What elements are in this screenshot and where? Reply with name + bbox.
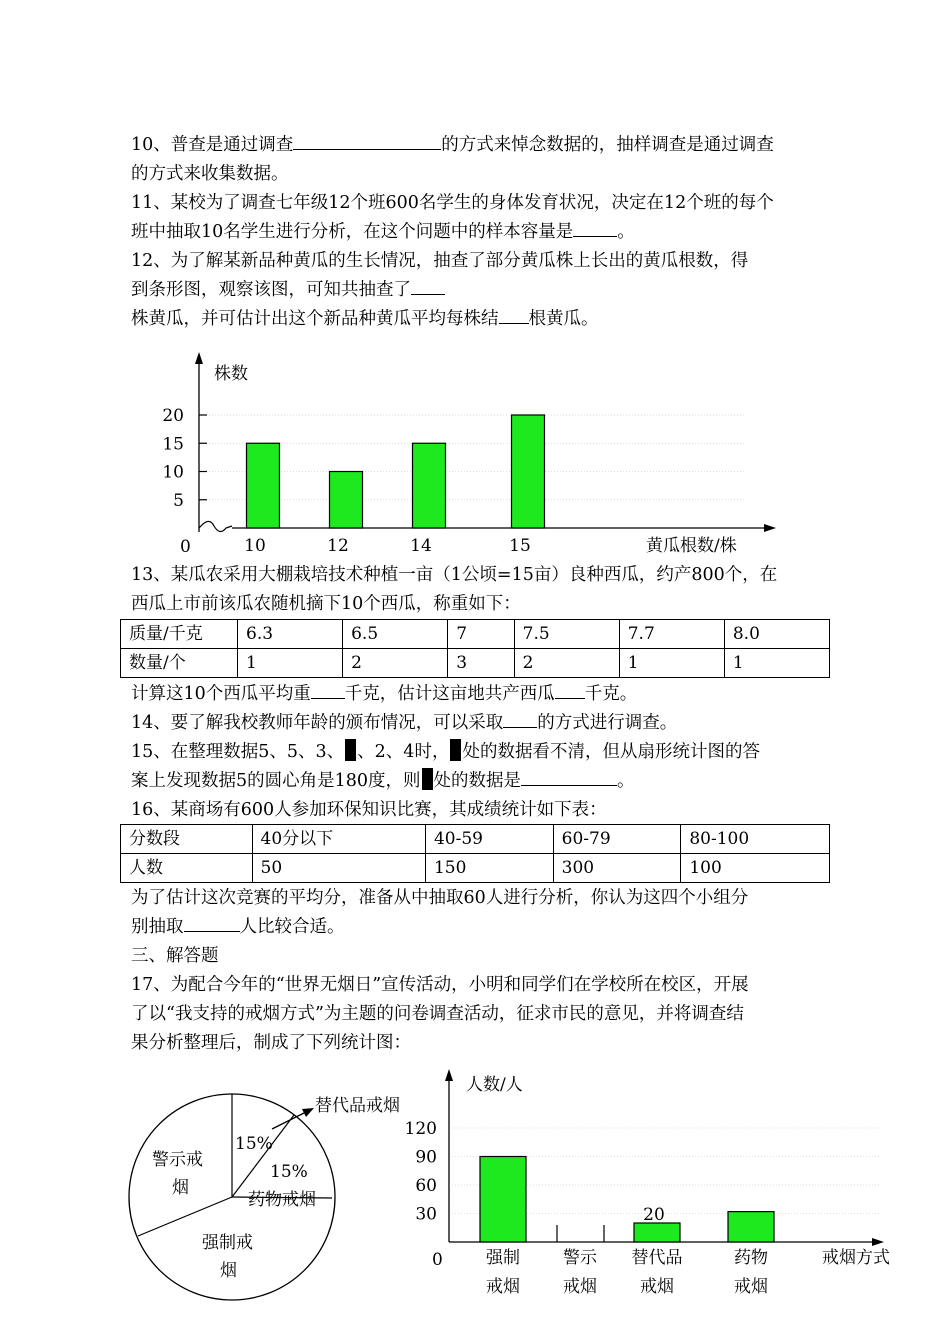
q17-text: 了以“我支持的戒烟方式”为主题的问卷调查活动，征求市民的意见，并将调查结: [131, 1004, 744, 1024]
q12-text: 株黄瓜，并可估计出这个新品种黄瓜平均每株结: [131, 309, 499, 329]
bar: [330, 472, 363, 529]
obscured-mark: [422, 768, 433, 790]
q13-blank-1[interactable]: [311, 682, 345, 699]
q15-text: 15、在整理数据5、5、3、: [131, 742, 345, 762]
x-tick-label: 强制: [486, 1248, 520, 1268]
table-cell: 3: [448, 649, 514, 678]
obscured-mark: [450, 739, 461, 761]
table-cell: 数量/个: [121, 649, 238, 678]
q14-text: 的方式进行调查。: [537, 713, 678, 733]
x-tick-label: 戒烟: [486, 1277, 520, 1297]
x-tick-label: 12: [327, 536, 349, 556]
bar: [413, 443, 446, 528]
y-tick-label: 10: [162, 462, 184, 483]
table-cell: 40-59: [425, 825, 553, 854]
q14-blank[interactable]: [503, 711, 537, 728]
table-cell: 7.7: [619, 620, 724, 649]
q16-line3: [131, 914, 345, 940]
table-cell: 7: [448, 620, 514, 649]
table-row: [121, 649, 830, 678]
q11-line2: [131, 219, 635, 245]
q14-line: [131, 710, 677, 736]
table-cell: 分数段: [121, 825, 253, 854]
x-axis-label: 戒烟方式: [822, 1248, 890, 1268]
q17-text: 17、为配合今年的“世界无烟日”宣传活动，小明和同学们在学校所在校区，开展: [131, 975, 749, 995]
table-cell: 300: [553, 854, 681, 883]
q17-line2: [131, 1001, 744, 1027]
q16-text: 16、某商场有600人参加环保知识比赛，其成绩统计如下表：: [131, 800, 607, 820]
y-axis-label: 株数: [214, 364, 248, 384]
q15-line1: [131, 739, 760, 765]
q13-text: 千克。: [584, 684, 638, 704]
pie-label-warning: 警示戒: [152, 1150, 203, 1170]
origin-label: 0: [180, 537, 191, 557]
table-row: [121, 620, 830, 649]
x-tick-label: 15: [509, 536, 531, 556]
y-axis-label: 人数/人: [466, 1075, 523, 1095]
table-cell: 7.5: [514, 620, 619, 649]
q12-text: 12、为了解某新品种黄瓜的生长情况，抽查了部分黄瓜株上长出的黄瓜根数，得: [131, 251, 749, 271]
table-cell: 1: [619, 649, 724, 678]
x-tick-label: 药物: [734, 1248, 768, 1268]
q10-text: 的方式来悼念数据的，抽样调查是通过调查: [441, 135, 774, 155]
q13-line3: [131, 681, 637, 707]
table-cell: 质量/千克: [121, 620, 238, 649]
q11-line1: [131, 190, 774, 216]
table-cell: 人数: [121, 854, 253, 883]
q15-text: 案上发现数据5的圆心角是180度，则: [131, 771, 421, 791]
q10-text: 10、普查是通过调查: [131, 135, 294, 155]
pie-label-substitute: 替代品戒烟: [315, 1096, 400, 1116]
q12-blank-2[interactable]: [499, 307, 529, 324]
x-tick-label: 戒烟: [734, 1277, 768, 1297]
x-tick-label: 10: [244, 536, 266, 556]
x-tick-label: 警示: [563, 1248, 597, 1268]
q16-text: 人比较合适。: [239, 917, 345, 937]
q12-line2: [131, 277, 445, 303]
x-tick-label: 戒烟: [563, 1277, 597, 1297]
table-cell: 80-100: [681, 825, 830, 854]
x-axis-arrow: [872, 1238, 884, 1246]
cucumber-bar-chart: [0, 340, 950, 560]
q13-text: 13、某瓜农采用大棚栽培技术种植一亩（1公顷=15亩）良种西瓜，约产800个，在: [131, 565, 778, 585]
x-tick-label: 戒烟: [640, 1277, 674, 1297]
q13-text: 西瓜上市前该瓜农随机摘下10个西瓜，称重如下：: [131, 594, 521, 614]
q12-blank-1[interactable]: [411, 278, 445, 295]
q11-text: 。: [617, 222, 635, 242]
q17-line3: [131, 1030, 411, 1056]
q11-text: 11、某校为了调查七年级12个班600名学生的身体发育状况，决定在12个班的每个: [131, 193, 774, 213]
bar: [634, 1223, 680, 1242]
table-cell: 60-79: [553, 825, 681, 854]
y-tick-label: 60: [415, 1176, 437, 1196]
pie-label-forced: 强制戒: [202, 1233, 253, 1253]
x-tick-label: 14: [410, 536, 432, 556]
table-cell: 150: [425, 854, 553, 883]
bar: [728, 1212, 774, 1242]
q16-text: 别抽取: [131, 917, 184, 937]
bar: [512, 415, 545, 528]
table-cell: 40分以下: [252, 825, 425, 854]
y-axis-arrow: [195, 352, 203, 364]
q13-line2: [131, 591, 521, 617]
q11-text: 班中抽取10名学生进行分析，在这个问题中的样本容量是: [131, 222, 574, 242]
pie-label-warning: 烟: [172, 1178, 189, 1198]
table-cell: 6.3: [238, 620, 343, 649]
q17-line1: [131, 972, 749, 998]
x-axis-arrow: [764, 524, 776, 532]
q15-blank[interactable]: [521, 769, 617, 786]
table-cell: 2: [343, 649, 448, 678]
y-tick-label: 15: [162, 434, 184, 455]
table-cell: 1: [724, 649, 829, 678]
q11-blank[interactable]: [573, 220, 617, 237]
obscured-mark: [345, 739, 356, 761]
q15-text: 处的数据看不清，但从扇形统计图的答: [462, 742, 760, 762]
pie-label-medicine: 药物戒烟: [248, 1190, 316, 1210]
pie-percent-substitute: 15%: [235, 1134, 273, 1154]
watermelon-table: [120, 619, 830, 678]
table-cell: 100: [681, 854, 830, 883]
q16-text: 为了估计这次竞赛的平均分，准备从中抽取60人进行分析，你认为这四个小组分: [131, 888, 749, 908]
pie-label-forced: 烟: [220, 1261, 237, 1281]
q17-text: 果分析整理后，制成了下列统计图：: [131, 1033, 411, 1053]
q16-blank[interactable]: [184, 915, 240, 932]
q16-line2: [131, 885, 748, 911]
q13-line1: [131, 562, 777, 588]
data-label: 20: [643, 1205, 665, 1225]
q10-line2: [131, 161, 289, 187]
y-tick-label: 30: [415, 1204, 437, 1225]
q12-line1: [131, 248, 748, 274]
bar: [480, 1157, 526, 1243]
q15-text: 处的数据是: [433, 771, 522, 791]
q13-text: 千克，估计这亩地共产西瓜: [344, 684, 555, 704]
q10-text: 的方式来收集数据。: [131, 164, 289, 184]
score-table: [120, 824, 830, 883]
x-axis-label: 黄瓜根数/株: [646, 536, 737, 556]
section-title: 三、解答题: [131, 946, 219, 966]
axis-break: [199, 521, 232, 531]
table-cell: 8.0: [724, 620, 829, 649]
table-cell: 2: [514, 649, 619, 678]
origin-label: 0: [432, 1250, 443, 1270]
table-cell: 1: [238, 649, 343, 678]
q13-text: 计算这10个西瓜平均重: [131, 684, 311, 704]
table-cell: 6.5: [343, 620, 448, 649]
q10-line1: [131, 132, 774, 158]
q12-text: 到条形图，观察该图，可知共抽查了: [131, 280, 411, 300]
y-tick-label: 20: [162, 406, 184, 426]
q12-line3: [131, 306, 599, 332]
q12-text: 根黄瓜。: [528, 309, 599, 329]
q15-text: 。: [617, 771, 635, 791]
table-row: [121, 854, 830, 883]
y-tick-label: 90: [415, 1147, 437, 1168]
q13-blank-2[interactable]: [555, 682, 585, 699]
q15-line2: [131, 768, 635, 794]
section-heading: [131, 943, 219, 969]
table-cell: 50: [252, 854, 425, 883]
quit-method-bar-chart: [0, 1060, 950, 1330]
q10-blank[interactable]: [293, 133, 441, 150]
y-tick-label: 120: [404, 1119, 437, 1139]
q16-line1: [131, 797, 607, 823]
bar: [247, 443, 280, 528]
pie-percent-medicine: 15%: [270, 1162, 308, 1182]
y-axis-arrow: [445, 1069, 453, 1081]
x-tick-label: 替代品: [631, 1248, 683, 1268]
table-row: [121, 825, 830, 854]
q15-text: 、2、4时，: [357, 742, 450, 762]
y-tick-label: 5: [173, 490, 184, 511]
q14-text: 14、要了解我校教师年龄的颁布情况，可以采取: [131, 713, 504, 733]
